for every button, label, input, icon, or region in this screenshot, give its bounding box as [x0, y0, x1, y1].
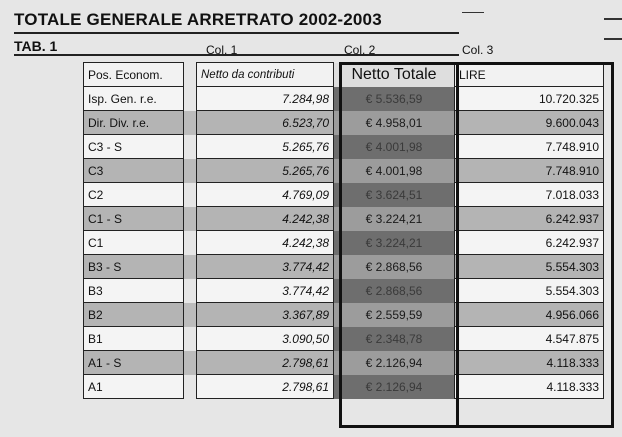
scan-mark — [604, 38, 622, 40]
header-pos-econom: Pos. Econom. — [84, 63, 184, 87]
column-gap — [184, 111, 197, 135]
title-underline — [14, 32, 459, 34]
cell-netto-totale: € 4.958,01 — [334, 111, 455, 135]
table-row — [84, 135, 604, 159]
cell-pos-econom: C3 - S — [84, 135, 184, 159]
table-row — [84, 327, 604, 351]
header-netto-totale: Netto Totale — [334, 63, 455, 87]
cell-pos-econom: A1 - S — [84, 351, 184, 375]
cell-lire: 4.956.066 — [455, 303, 604, 327]
column-label-1: Col. 1 — [206, 43, 238, 57]
scan-mark — [604, 18, 622, 20]
cell-netto-contributi: 4.242,38 — [197, 207, 334, 231]
column-gap — [184, 135, 197, 159]
cell-netto-contributi: 2.798,61 — [197, 351, 334, 375]
column-gap — [184, 279, 197, 303]
column-gap — [184, 183, 197, 207]
cell-lire: 5.554.303 — [455, 255, 604, 279]
cell-netto-totale: € 3.224,21 — [334, 231, 455, 255]
table-row — [84, 87, 604, 111]
table-row — [84, 279, 604, 303]
cell-pos-econom: C3 — [84, 159, 184, 183]
cell-lire: 9.600.043 — [455, 111, 604, 135]
cell-netto-contributi: 4.769,09 — [197, 183, 334, 207]
scan-mark — [462, 12, 484, 13]
cell-netto-contributi: 3.090,50 — [197, 327, 334, 351]
cell-netto-totale: € 2.126,94 — [334, 375, 455, 399]
cell-lire: 5.554.303 — [455, 279, 604, 303]
cell-pos-econom: C1 — [84, 231, 184, 255]
table-row — [84, 231, 604, 255]
cell-pos-econom: B3 — [84, 279, 184, 303]
cell-lire: 7.748.910 — [455, 135, 604, 159]
cell-netto-contributi: 5.265,76 — [197, 159, 334, 183]
column-gap — [184, 351, 197, 375]
cell-netto-totale: € 3.224,21 — [334, 207, 455, 231]
cell-netto-totale: € 2.559,59 — [334, 303, 455, 327]
cell-netto-totale: € 4.001,98 — [334, 159, 455, 183]
cell-netto-totale: € 5.536,59 — [334, 87, 455, 111]
column-gap — [184, 159, 197, 183]
column-label-3: Col. 3 — [462, 43, 494, 57]
column-gap — [184, 375, 197, 399]
cell-pos-econom: B1 — [84, 327, 184, 351]
cell-pos-econom: B2 — [84, 303, 184, 327]
cell-pos-econom: Isp. Gen. r.e. — [84, 87, 184, 111]
cell-netto-contributi: 4.242,38 — [197, 231, 334, 255]
arrears-table — [83, 62, 604, 399]
cell-pos-econom: B3 - S — [84, 255, 184, 279]
column-label-2: Col. 2 — [344, 43, 376, 57]
cell-lire: 7.018.033 — [455, 183, 604, 207]
cell-netto-contributi: 7.284,98 — [197, 87, 334, 111]
cell-netto-totale: € 4.001,98 — [334, 135, 455, 159]
table-row — [84, 351, 604, 375]
table-header-row — [84, 63, 604, 87]
column-gap — [184, 87, 197, 111]
cell-pos-econom: A1 — [84, 375, 184, 399]
cell-netto-contributi: 2.798,61 — [197, 375, 334, 399]
cell-pos-econom: C1 - S — [84, 207, 184, 231]
cell-pos-econom: Dir. Div. r.e. — [84, 111, 184, 135]
cell-netto-contributi: 6.523,70 — [197, 111, 334, 135]
cell-netto-totale: € 3.624,51 — [334, 183, 455, 207]
cell-netto-totale: € 2.868,56 — [334, 255, 455, 279]
cell-lire: 6.242.937 — [455, 231, 604, 255]
cell-lire: 6.242.937 — [455, 207, 604, 231]
table-row — [84, 375, 604, 399]
column-gap — [184, 207, 197, 231]
cell-lire: 4.118.333 — [455, 375, 604, 399]
header-lire: LIRE — [455, 63, 604, 87]
page-title: TOTALE GENERALE ARRETRATO 2002-2003 — [14, 10, 382, 29]
table-label: TAB. 1 — [14, 38, 58, 54]
header-netto-contributi: Netto da contributi — [197, 63, 334, 87]
column-gap — [184, 63, 197, 87]
table-row — [84, 207, 604, 231]
table-row — [84, 111, 604, 135]
table-row — [84, 255, 604, 279]
cell-lire: 10.720.325 — [455, 87, 604, 111]
cell-netto-contributi: 5.265,76 — [197, 135, 334, 159]
cell-netto-contributi: 3.367,89 — [197, 303, 334, 327]
cell-netto-contributi: 3.774,42 — [197, 279, 334, 303]
cell-pos-econom: C2 — [84, 183, 184, 207]
cell-lire: 4.118.333 — [455, 351, 604, 375]
column-gap — [184, 255, 197, 279]
cell-netto-contributi: 3.774,42 — [197, 255, 334, 279]
cell-netto-totale: € 2.126,94 — [334, 351, 455, 375]
table-row — [84, 183, 604, 207]
table-row — [84, 303, 604, 327]
column-gap — [184, 303, 197, 327]
cell-lire: 4.547.875 — [455, 327, 604, 351]
cell-lire: 7.748.910 — [455, 159, 604, 183]
cell-netto-totale: € 2.348,78 — [334, 327, 455, 351]
column-gap — [184, 327, 197, 351]
cell-netto-totale: € 2.868,56 — [334, 279, 455, 303]
table-row — [84, 159, 604, 183]
column-gap — [184, 231, 197, 255]
